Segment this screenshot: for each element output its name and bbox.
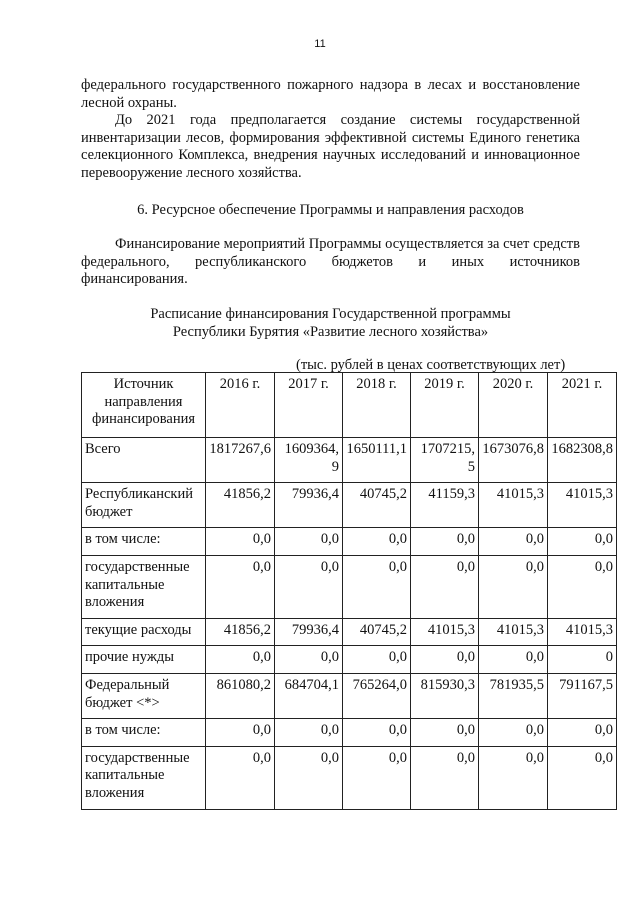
table-title [81, 306, 580, 341]
table-header-row [82, 373, 617, 438]
row-label: государственные капитальные вложения [82, 746, 206, 809]
cell-value: 765264,0 [343, 673, 411, 718]
paragraph-continuation [81, 77, 580, 112]
section-heading: 6. Ресурсное обеспечение Программы и направления расходов [137, 202, 524, 218]
cell-value: 0,0 [343, 746, 411, 809]
cell-value: 41159,3 [411, 483, 479, 528]
cell-value: 0,0 [206, 719, 275, 747]
row-label: Всего [82, 438, 206, 483]
cell-value: 0,0 [411, 528, 479, 556]
table-row [82, 673, 617, 718]
cell-value: 41015,3 [548, 618, 617, 646]
header-year: 2017 г. [275, 373, 343, 438]
table-row [82, 646, 617, 674]
cell-value: 0,0 [343, 646, 411, 674]
cell-value: 815930,3 [411, 673, 479, 718]
cell-value: 0,0 [343, 555, 411, 618]
cell-value: 0,0 [548, 555, 617, 618]
cell-value: 0,0 [206, 746, 275, 809]
header-year: 2018 г. [343, 373, 411, 438]
cell-value: 41015,3 [479, 618, 548, 646]
units-note: (тыс. рублей в ценах соответствующих лет) [296, 357, 566, 373]
paragraph-financing: Финансирование мероприятий Программы осуществляется за счет средств федерального, республиканского бюджетов и иных источников финансирования. [81, 236, 580, 288]
cell-value: 0,0 [411, 719, 479, 747]
table-row [82, 555, 617, 618]
cell-value: 0,0 [275, 746, 343, 809]
header-year: 2021 г. [548, 373, 617, 438]
page-number: 11 [314, 38, 326, 50]
cell-value: 0,0 [275, 555, 343, 618]
header-source: Источник направления финансирования [82, 373, 206, 438]
cell-value: 0,0 [275, 719, 343, 747]
cell-value: 1682308,8 [548, 438, 617, 483]
cell-value: 41015,3 [548, 483, 617, 528]
cell-value: 0,0 [411, 746, 479, 809]
row-label: государственные капитальные вложения [82, 555, 206, 618]
cell-value: 1650111,1 [343, 438, 411, 483]
cell-value: 0,0 [411, 646, 479, 674]
cell-value: 0,0 [479, 555, 548, 618]
cell-value: 41015,3 [479, 483, 548, 528]
cell-value: 40745,2 [343, 483, 411, 528]
cell-value: 0,0 [479, 719, 548, 747]
header-year: 2016 г. [206, 373, 275, 438]
cell-value: 0,0 [275, 646, 343, 674]
cell-value: 0,0 [275, 528, 343, 556]
cell-value: 0,0 [206, 555, 275, 618]
cell-value: 0 [548, 646, 617, 674]
cell-value: 781935,5 [479, 673, 548, 718]
cell-value: 0,0 [548, 746, 617, 809]
cell-value: 0,0 [548, 528, 617, 556]
paragraph-plans: До 2021 года предполагается создание системы государственной инвентаризации лесов, формирования эффективной системы Единого генетика селекционного Комплекса, внедрения научных исследований и инновационное перевооружение лесного хозяйства. [81, 112, 580, 181]
cell-value: 1817267,6 [206, 438, 275, 483]
cell-value: 41015,3 [411, 618, 479, 646]
table-row [82, 438, 617, 483]
table-title-line-1: Расписание финансирования Государственной программы [150, 306, 511, 322]
cell-value: 0,0 [206, 646, 275, 674]
cell-value: 41856,2 [206, 618, 275, 646]
table-title-line-2: Республики Бурятия «Развитие лесного хозяйства» [172, 323, 489, 340]
row-label: Республиканский бюджет [82, 483, 206, 528]
cell-value: 1707215,5 [411, 438, 479, 483]
row-label: текущие расходы [82, 618, 206, 646]
financing-table [81, 372, 617, 810]
cell-value: 684704,1 [275, 673, 343, 718]
cell-value: 0,0 [479, 528, 548, 556]
cell-value: 40745,2 [343, 618, 411, 646]
cell-value: 0,0 [479, 646, 548, 674]
cell-value: 0,0 [548, 719, 617, 747]
cell-value: 41856,2 [206, 483, 275, 528]
cell-value: 861080,2 [206, 673, 275, 718]
row-label: в том числе: [82, 719, 206, 747]
cell-value: 79936,4 [275, 483, 343, 528]
row-label: прочие нужды [82, 646, 206, 674]
cell-value: 791167,5 [548, 673, 617, 718]
cell-value: 0,0 [206, 528, 275, 556]
paragraph-text: федерального государственного пожарного надзора в лесах и восстановление лесной охраны. [81, 77, 580, 111]
header-year: 2020 г. [479, 373, 548, 438]
row-label: Федеральный бюджет <*> [82, 673, 206, 718]
header-year: 2019 г. [411, 373, 479, 438]
cell-value: 0,0 [411, 555, 479, 618]
table-row [82, 483, 617, 528]
cell-value: 0,0 [343, 528, 411, 556]
table-row [82, 719, 617, 747]
cell-value: 1673076,8 [479, 438, 548, 483]
table-row [82, 528, 617, 556]
cell-value: 0,0 [479, 746, 548, 809]
cell-value: 1609364,9 [275, 438, 343, 483]
cell-value: 0,0 [343, 719, 411, 747]
table-row [82, 618, 617, 646]
table-row [82, 746, 617, 809]
row-label: в том числе: [82, 528, 206, 556]
cell-value: 79936,4 [275, 618, 343, 646]
